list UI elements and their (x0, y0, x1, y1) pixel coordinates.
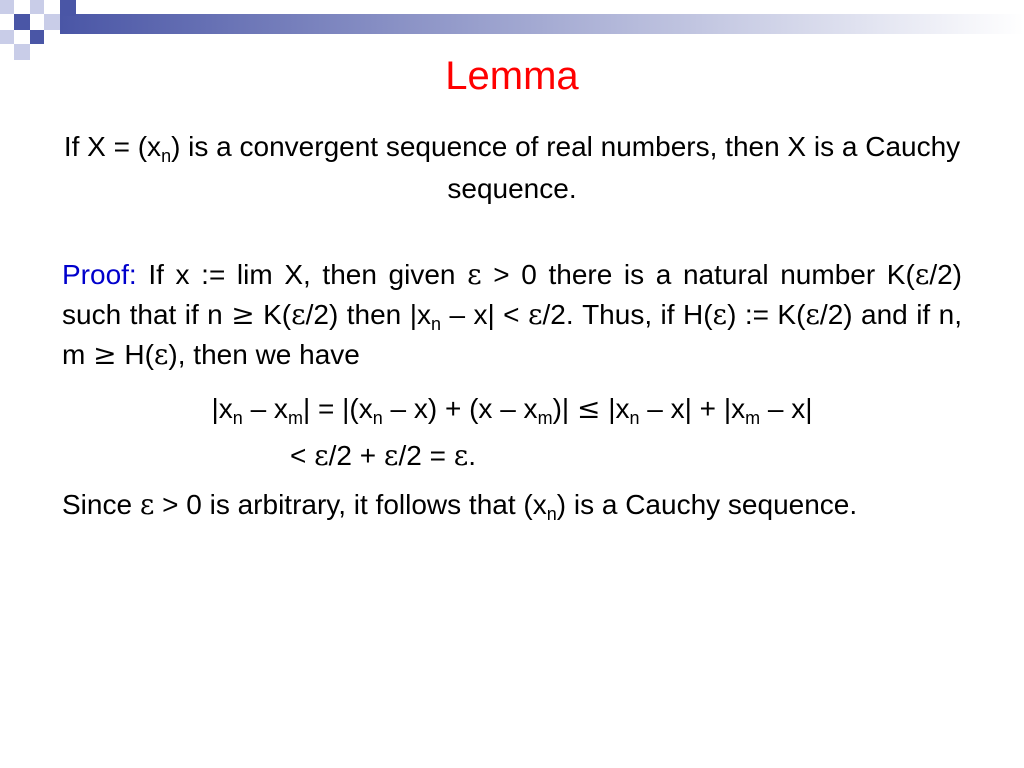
proof-label: Proof: (62, 259, 137, 290)
proof-paragraph: Proof: If x := lim X, then given ε > 0 there is a natural number K(ε/2) such that if n ≥ K(ε/2) then $|x_n - x| < \varepsilon/2$. Thus, if H(ε) := K(ε/2) and if n, m ≥ H(ε), then we have (62, 258, 963, 371)
conclusion-paragraph: Since ε > 0 is arbitrary, it follows that $(x_n)$ is a Cauchy sequence. (62, 488, 858, 524)
lemma-statement: If $X = (x_n)$ is a convergent sequence of real numbers, then X is a Cauchy sequence. (63, 131, 961, 204)
inequality-line-2: < ε/2 + ε/2 = ε. (290, 439, 476, 472)
slide-title: Lemma (445, 54, 579, 98)
inequality-line-1: $|x_n - x_m| = |(x_n - x) + (x - x_m)| \le |x_n - x| + |x_m - x|$ (211, 392, 813, 428)
